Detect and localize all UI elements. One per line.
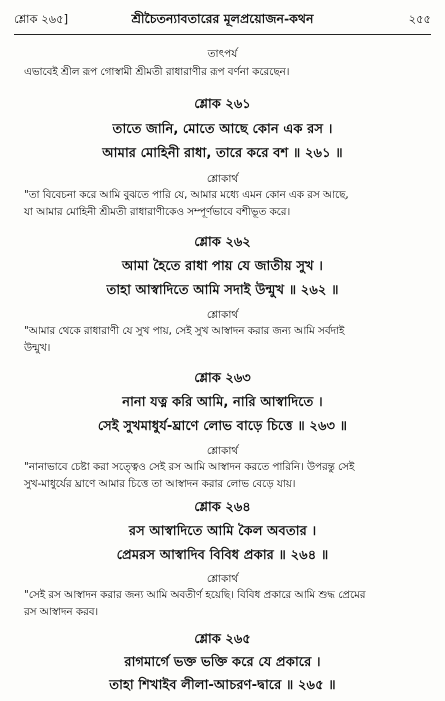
verse-262-meaning-heading: শ্লোকার্থ [206, 309, 239, 321]
verse-265-title: শ্লোক ২৬৫ [194, 632, 251, 647]
verse-261-meaning-heading: শ্লোকার্থ [206, 173, 239, 185]
verse-263-meaning-heading: শ্লোকার্থ [206, 445, 239, 457]
verse-261-meaning: "তা বিবেচনা করে আমি বুঝতে পারি যে, আমার মধ্যে এমন কোন এক রস আছে, যা আমার মোহিনী শ্রীমতী রাধারাণীকেও সম্পূর্ণভাবে বশীভূত করে। [24, 189, 349, 218]
tatparya-heading: তাৎপর্য [207, 48, 238, 60]
verse-264-meaning-heading: শ্লোকার্থ [206, 573, 239, 585]
verse-264-line-1: রস আস্বাদিতে আমি কৈল অবতার । [128, 524, 317, 539]
header-chapter-title: শ্রীচৈতন্যাবতারের মূলপ্রয়োজন-কথন [131, 11, 314, 26]
verse-262-meaning: "আমার থেকে রাধারাণী যে সুখ পায়, সেই সুখ আস্বাদন করার জন্য আমি সর্বদাই উন্মুখ। [24, 325, 345, 354]
tatparya-text: এভাবেই শ্রীল রূপ গোস্বামী শ্রীমতী রাধারাণীর রূপ বর্ণনা করেছেন। [24, 66, 290, 78]
verse-265-line-1: রাগমার্গে ভক্ত ভক্তি করে যে প্রকারে । [124, 655, 321, 670]
verse-261-line-2: আমার মোহিনী রাধা, তারে করে বশ ॥ ২৬১ ॥ [102, 146, 343, 161]
verse-264-line-2: প্রেমরস আস্বাদিব বিবিধ প্রকার ॥ ২৬৪ ॥ [116, 548, 329, 563]
verse-261-line-1: তাতে জানি, মোতে আছে কোন এক রস । [112, 122, 333, 137]
running-header [14, 9, 431, 35]
page-number: ২৫৫ [408, 12, 431, 26]
verse-263-meaning: "নানাভাবে চেষ্টা করা সত্ত্বেও সেই রস আমি আস্বাদন করতে পারিনি। উপরন্তু সেই সুখ-মাধুর্যের ঘ্রাণে আমার চিত্তে তা আস্বাদন করার লোভ বেড়ে যায়। [24, 461, 355, 490]
verse-263-title: শ্লোক ২৬৩ [194, 371, 251, 386]
header-verse-ref: শ্লোক ২৬৫] [14, 12, 69, 26]
verse-262-title: শ্লোক ২৬২ [194, 235, 251, 250]
verse-262-line-1: আমা হৈতে রাধা পায় যে জাতীয় সুখ । [121, 259, 324, 274]
verse-262-line-2: তাহা আস্বাদিতে আমি সদাই উন্মুখ ॥ ২৬২ ॥ [106, 283, 339, 298]
verse-264-title: শ্লোক ২৬৪ [194, 500, 251, 515]
verse-261-title: শ্লোক ২৬১ [194, 97, 251, 112]
header-rule [14, 34, 431, 35]
verse-263-line-1: নানা যত্ন করি আমি, নারি আস্বাদিতে । [122, 395, 323, 410]
verse-263-line-2: সেই সুখমাধুর্য-ঘ্রাণে লোভ বাড়ে চিত্তে ॥ ২৬৩ ॥ [97, 419, 348, 434]
verse-265-line-2: তাহা শিখাইব লীলা-আচরণ-দ্বারে ॥ ২৬৫ ॥ [109, 678, 336, 693]
verse-264-meaning: "সেই রস আস্বাদন করার জন্য আমি অবতীর্ণ হয়েছি। বিবিধ প্রকারে আমি শুদ্ধ প্রেমের রস আস্বাদন করব। [24, 589, 366, 618]
